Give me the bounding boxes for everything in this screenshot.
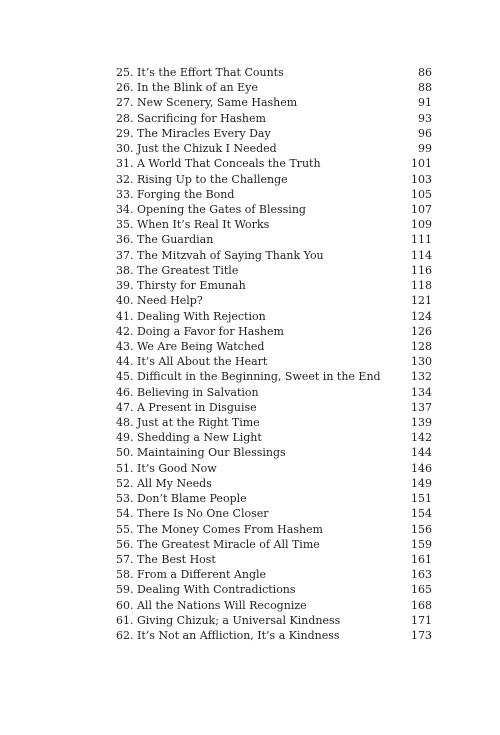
toc-entry (116, 415, 432, 430)
toc-entry-title: 54. There Is No One Closer (116, 507, 269, 521)
toc-entry (116, 278, 432, 293)
toc-entry-title: 38. The Greatest Title (116, 263, 239, 277)
toc-entry (116, 628, 432, 643)
toc-entry (116, 80, 432, 95)
toc-entry-title: 35. When It’s Real It Works (116, 218, 270, 232)
toc-entry-page-number: 146 (411, 461, 432, 475)
toc-entry (116, 567, 432, 582)
toc-entry-title: 49. Shedding a New Light (116, 431, 262, 445)
toc-entry-title: 44. It’s All About the Heart (116, 355, 268, 369)
toc-entry-title: 51. It’s Good Now (116, 461, 217, 475)
toc-entry-title: 31. A World That Conceals the Truth (116, 157, 321, 171)
toc-entry-title: 42. Doing a Favor for Hashem (116, 324, 284, 338)
toc-entry-title: 36. The Guardian (116, 233, 214, 247)
toc-entry-title: 33. Forging the Bond (116, 187, 235, 201)
toc-entry (116, 187, 432, 202)
toc-entry (116, 248, 432, 263)
toc-entry-title: 53. Don’t Blame People (116, 492, 247, 506)
toc-entry-page-number: 126 (411, 324, 432, 338)
toc-entry (116, 126, 432, 141)
toc-entry-page-number: 149 (411, 476, 432, 490)
toc-entry-page-number: 88 (418, 81, 432, 95)
toc-entry (116, 598, 432, 613)
toc-entry (116, 202, 432, 217)
toc-entry-title: 46. Believing in Salvation (116, 385, 259, 399)
toc-entry (116, 263, 432, 278)
toc-entry-page-number: 132 (411, 370, 432, 384)
toc-entry-page-number: 107 (411, 202, 432, 216)
toc-entry-page-number: 93 (418, 111, 432, 125)
toc-entry-title: 48. Just at the Right Time (116, 416, 260, 430)
toc-entry-page-number: 105 (411, 187, 432, 201)
toc-entry-title: 60. All the Nations Will Recognize (116, 598, 307, 612)
toc-entry-title: 43. We Are Being Watched (116, 339, 265, 353)
toc-entry-page-number: 161 (411, 553, 432, 566)
toc-entry-page-number: 144 (411, 446, 432, 460)
toc-entry (116, 354, 432, 369)
toc-entry (116, 552, 432, 567)
toc-entry (116, 537, 432, 552)
toc-entry-page-number: 86 (418, 66, 432, 79)
toc-entry (116, 293, 432, 308)
toc-entry (116, 232, 432, 247)
toc-entry-title: 47. A Present in Disguise (116, 400, 257, 414)
toc-entry (116, 324, 432, 339)
toc-entry-title: 55. The Money Comes From Hashem (116, 522, 323, 536)
toc-entry-title: 27. New Scenery, Same Hashem (116, 96, 298, 110)
toc-entry (116, 111, 432, 126)
toc-entry-title: 39. Thirsty for Emunah (116, 279, 246, 293)
toc-entry-page-number: 91 (418, 96, 432, 110)
toc-entry (116, 156, 432, 171)
toc-entry-title: 45. Difficult in the Beginning, Sweet in the End (116, 370, 381, 384)
toc-entry-title: 37. The Mitzvah of Saying Thank You (116, 248, 324, 262)
toc-entry (116, 582, 432, 597)
toc-entry-title: 52. All My Needs (116, 476, 212, 490)
toc-entry (116, 309, 432, 324)
toc-entry-page-number: 134 (411, 385, 432, 399)
toc-entry (116, 400, 432, 415)
table-of-contents (116, 65, 432, 643)
toc-entry-title: 50. Maintaining Our Blessings (116, 446, 286, 460)
toc-entry-page-number: 151 (411, 492, 432, 506)
toc-entry (116, 141, 432, 156)
toc-entry (116, 217, 432, 232)
toc-entry-title: 41. Dealing With Rejection (116, 309, 266, 323)
toc-entry-page-number: 96 (418, 126, 432, 140)
toc-entry-title: 30. Just the Chizuk I Needed (116, 142, 277, 156)
toc-entry-title: 57. The Best Host (116, 553, 216, 566)
toc-entry (116, 369, 432, 384)
toc-entry-page-number: 114 (411, 248, 432, 262)
toc-entry-page-number: 165 (411, 583, 432, 597)
toc-entry-title: 40. Need Help? (116, 294, 203, 308)
toc-entry-page-number: 142 (411, 431, 432, 445)
toc-entry (116, 613, 432, 628)
toc-entry-page-number: 116 (411, 263, 432, 277)
toc-entry (116, 476, 432, 491)
toc-entry-page-number: 99 (418, 142, 432, 156)
toc-entry-title: 28. Sacrificing for Hashem (116, 111, 266, 125)
toc-entry-title: 62. It’s Not an Affliction, It’s a Kindness (116, 629, 340, 643)
toc-entry-title: 59. Dealing With Contradictions (116, 583, 296, 597)
toc-entry-page-number: 130 (411, 355, 432, 369)
toc-entry (116, 95, 432, 110)
toc-entry (116, 430, 432, 445)
toc-entry (116, 339, 432, 354)
toc-entry-title: 56. The Greatest Miracle of All Time (116, 537, 320, 551)
toc-entry-title: 25. It’s the Effort That Counts (116, 66, 284, 79)
toc-entry (116, 172, 432, 187)
toc-entry-page-number: 128 (411, 339, 432, 353)
toc-entry (116, 491, 432, 506)
toc-entry-page-number: 171 (411, 613, 432, 627)
toc-entry (116, 385, 432, 400)
toc-entry (116, 445, 432, 460)
toc-entry-title: 29. The Miracles Every Day (116, 126, 271, 140)
toc-entry (116, 506, 432, 521)
toc-entry-page-number: 139 (411, 416, 432, 430)
toc-entry-page-number: 154 (411, 507, 432, 521)
toc-entry-page-number: 137 (411, 400, 432, 414)
toc-entry-page-number: 103 (411, 172, 432, 186)
toc-entry-page-number: 101 (411, 157, 432, 171)
toc-entry-page-number: 118 (411, 279, 432, 293)
toc-entry-title: 58. From a Different Angle (116, 568, 267, 582)
toc-entry-title: 61. Giving Chizuk; a Universal Kindness (116, 613, 341, 627)
toc-entry-title: 26. In the Blink of an Eye (116, 81, 258, 95)
toc-entry-page-number: 109 (411, 218, 432, 232)
toc-entry-title: 32. Rising Up to the Challenge (116, 172, 288, 186)
toc-entry-page-number: 111 (411, 233, 432, 247)
toc-entry-page-number: 173 (411, 629, 432, 643)
toc-entry-page-number: 124 (411, 309, 432, 323)
toc-entry (116, 461, 432, 476)
toc-entry-page-number: 163 (411, 568, 432, 582)
toc-entry-title: 34. Opening the Gates of Blessing (116, 202, 306, 216)
toc-entry-page-number: 156 (411, 522, 432, 536)
toc-entry (116, 65, 432, 80)
toc-entry-page-number: 121 (411, 294, 432, 308)
toc-entry (116, 522, 432, 537)
toc-entry-page-number: 159 (411, 537, 432, 551)
toc-entry-page-number: 168 (411, 598, 432, 612)
